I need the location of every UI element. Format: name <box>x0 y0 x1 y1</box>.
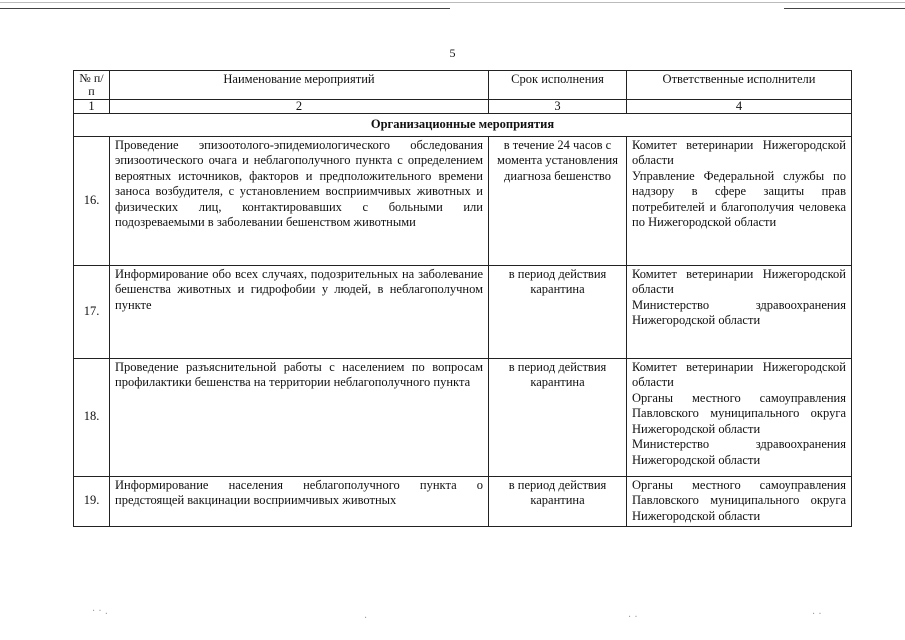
scan-line-left <box>0 8 450 9</box>
responsible-entry: Комитет ветеринарии Нижегородской области <box>632 266 846 296</box>
responsible-entry: Министерство здравоохранения Нижегородской области <box>632 437 846 467</box>
responsible-entry: Комитет ветеринарии Нижегородской области <box>632 359 846 389</box>
header-term: Срок исполнения <box>489 71 627 100</box>
row-term: в период действия карантина <box>489 265 627 358</box>
measures-table <box>73 70 852 527</box>
column-index: 4 <box>627 100 852 114</box>
row-action: Проведение эпизоотолого-эпидемиологического обследования эпизоотического очага и неблагополучного пункта с определением вероятных источников, факторов и предположительного времени заноса возбудителя, с установлением восприимчивых животных и физических лиц, контактировавших с больными или подозреваемыми в заболевании бешенством животными <box>110 136 489 265</box>
row-term: в течение 24 часов с момента установления диагноза бешенство <box>489 136 627 265</box>
responsible-entry: Органы местного самоуправления Павловского муниципального округа Нижегородской области <box>632 390 846 436</box>
responsible-entry: Комитет ветеринарии Нижегородской области <box>632 137 846 167</box>
row-term: в период действия карантина <box>489 358 627 476</box>
responsible-entry: Министерство здравоохранения Нижегородской области <box>632 297 846 327</box>
row-action: Информирование обо всех случаях, подозрительных на заболевание бешенства животных и гидрофобии у людей, в неблагополучном пункте <box>110 265 489 358</box>
scan-specks: . <box>364 610 368 621</box>
column-index: 2 <box>110 100 489 114</box>
header-responsible: Ответственные исполнители <box>627 71 852 100</box>
responsible-entry: Управление Федеральной службы по надзору в сфере защиты прав потребителей и благополучия человека по Нижегородской области <box>632 168 846 229</box>
header-number: № п/п <box>74 71 110 100</box>
responsible-entry: Органы местного самоуправления Павловского муниципального округа Нижегородской области <box>632 477 846 523</box>
table-header-row <box>74 71 852 100</box>
row-term: в период действия карантина <box>489 476 627 526</box>
row-responsible <box>627 136 852 265</box>
header-action: Наименование мероприятий <box>110 71 489 100</box>
section-row <box>74 114 852 137</box>
column-index-row <box>74 100 852 114</box>
scan-line-top <box>0 2 905 3</box>
row-action: Проведение разъяснительной работы с населением по вопросам профилактики бешенства на территории неблагополучного пункта <box>110 358 489 476</box>
row-responsible <box>627 358 852 476</box>
table-row <box>74 476 852 526</box>
row-number: 16. <box>74 136 110 265</box>
section-title: Организационные мероприятия <box>74 114 852 137</box>
page-number: 5 <box>449 46 456 60</box>
row-action: Информирование населения неблагополучного пункта о предстоящей вакцинации восприимчивых животных <box>110 476 489 526</box>
row-responsible <box>627 265 852 358</box>
table-row <box>74 136 852 265</box>
column-index: 3 <box>489 100 627 114</box>
scan-specks: · · . <box>92 606 108 617</box>
table-row <box>74 265 852 358</box>
row-number: 17. <box>74 265 110 358</box>
column-index: 1 <box>74 100 110 114</box>
scan-specks: . . <box>812 606 822 617</box>
row-number: 19. <box>74 476 110 526</box>
row-number: 18. <box>74 358 110 476</box>
table-row <box>74 358 852 476</box>
row-responsible <box>627 476 852 526</box>
scan-line-right <box>784 8 905 9</box>
scan-specks: · · <box>628 612 638 623</box>
